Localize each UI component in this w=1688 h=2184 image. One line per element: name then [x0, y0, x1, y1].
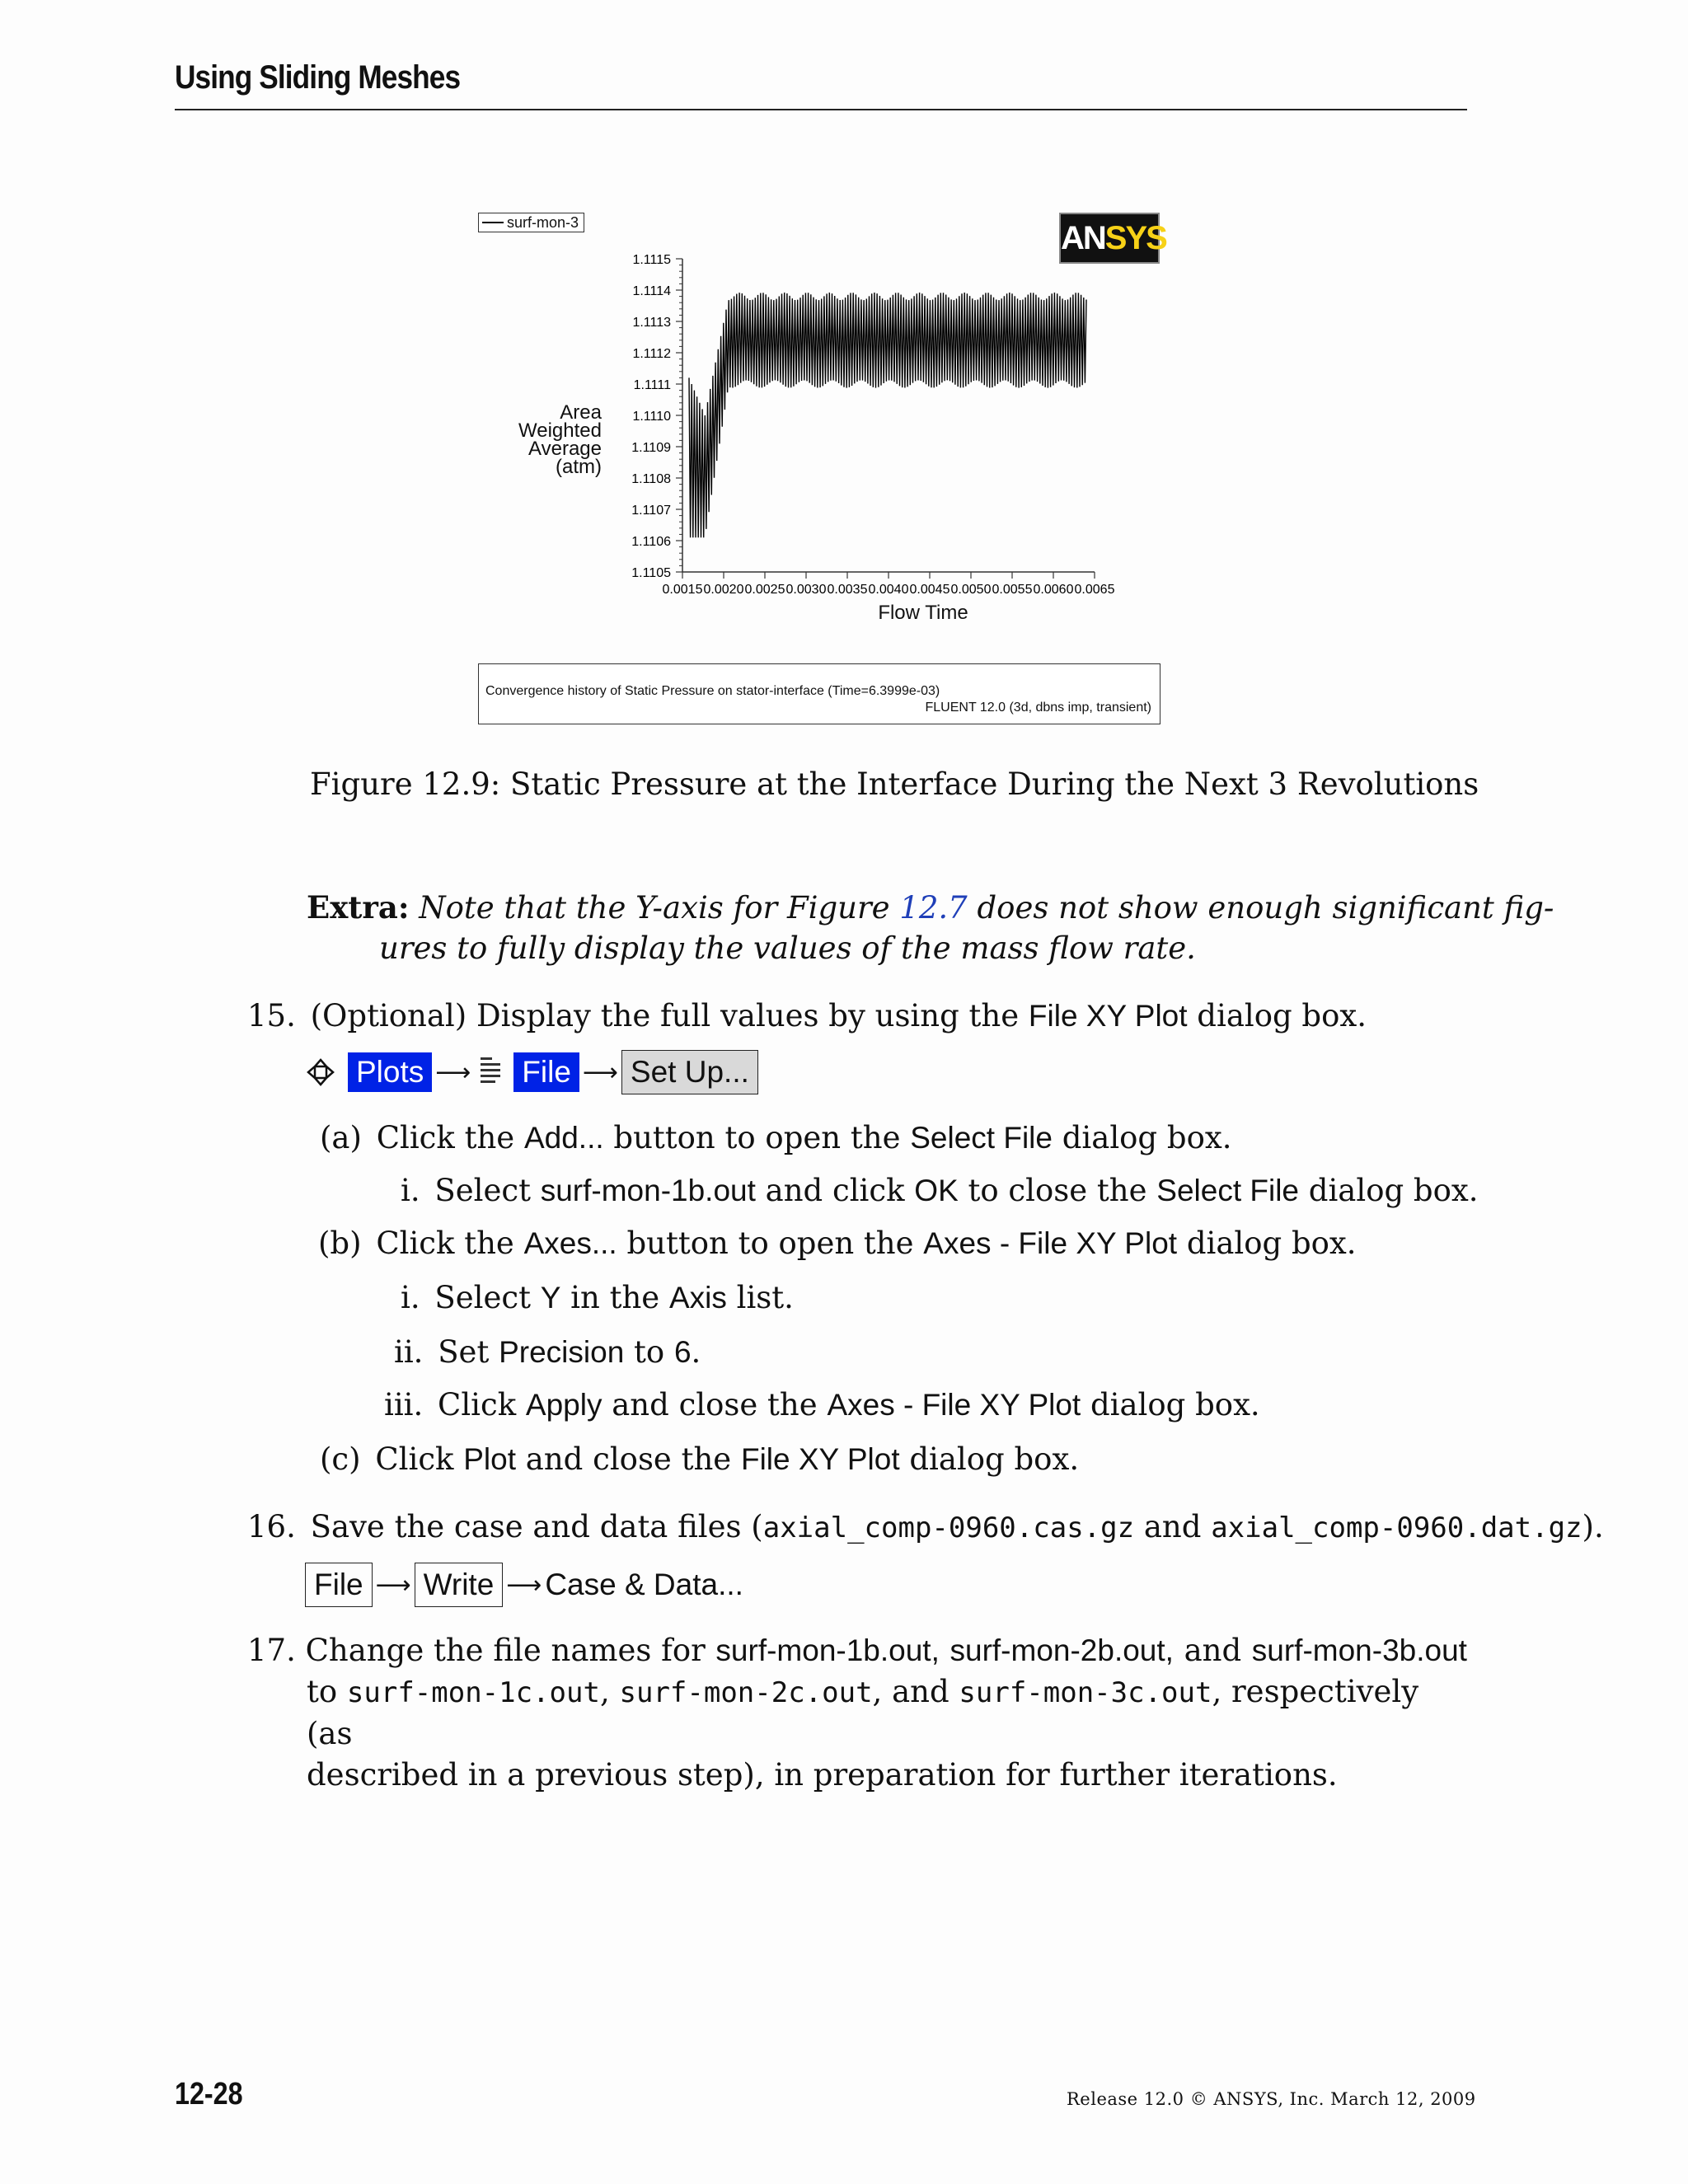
- step-15b: (b) Click the Axes... button to open the Axes - File XY Plot dialog box.: [318, 1226, 1357, 1261]
- step-17: 17. Change the file names for surf-mon-1b.out, surf-mon-2b.out, and surf-mon-3b.out to surf-mon-1c.out, surf-mon-2c.out, and surf-mon-3c.out, respectively (as described in a previous step), in preparation for further iterations.: [247, 1633, 1467, 1793]
- step-15c: (c) Click Plot and close the File XY Plot dialog box.: [320, 1441, 1080, 1477]
- y-tick-label: 1.1107: [631, 504, 671, 518]
- plot-caption-box: [478, 663, 1160, 724]
- x-tick-label: 0.0020: [703, 583, 744, 597]
- page-number: 12-28: [175, 2077, 243, 2111]
- x-tick-label: 0.0035: [827, 583, 868, 597]
- extra-label: Extra:: [307, 889, 410, 926]
- step-16: 16. Save the case and data files (axial_comp-0960.cas.gz and axial_comp-0960.dat.gz).: [247, 1509, 1604, 1544]
- x-tick-label: 0.0015: [662, 583, 703, 597]
- y-axis-label: Area Weighted Average (atm): [518, 401, 602, 478]
- series-surf-mon-3-line: [689, 293, 1086, 537]
- y-tick-label: 1.1114: [632, 284, 671, 298]
- plot-caption-line-1: Convergence history of Static Pressure on stator-interface (Time=6.3999e-03): [485, 684, 940, 698]
- menu-arrow: ⟶: [435, 1057, 471, 1087]
- menu-arrow: ⟶: [506, 1570, 542, 1600]
- step-15: 15. (Optional) Display the full values by using the File XY Plot dialog box.: [247, 998, 1367, 1033]
- header-rule: [175, 109, 1467, 110]
- x-tick-label: 0.0055: [992, 583, 1033, 597]
- step-16-menu-path: [305, 1563, 743, 1607]
- release-info: Release 12.0 © ANSYS, Inc. March 12, 2009: [1067, 2089, 1476, 2109]
- chart-plot-area: [478, 206, 1162, 602]
- y-tick-label: 1.1111: [633, 378, 671, 392]
- y-tick-label: 1.1110: [632, 410, 671, 424]
- step-15b-iii: iii. Click Apply and close the Axes - File XY Plot dialog box.: [384, 1387, 1260, 1422]
- step-15a-i: i. Select surf-mon-1b.out and click OK to close the Select File dialog box.: [401, 1173, 1479, 1208]
- x-axis-label: Flow Time: [878, 602, 968, 624]
- menu-case-data[interactable]: Case & Data...: [545, 1568, 743, 1601]
- file-list-icon: [479, 1056, 504, 1089]
- menu-file-2[interactable]: File: [305, 1563, 373, 1607]
- extra-note-line-2: ures to fully display the values of the mass flow rate.: [379, 930, 1196, 966]
- x-tick-label: 0.0065: [1074, 583, 1115, 597]
- y-tick-label: 1.1105: [631, 566, 671, 580]
- y-tick-label: 1.1106: [631, 535, 671, 549]
- step-15a: (a) Click the Add... button to open the Select File dialog box.: [320, 1120, 1232, 1155]
- legend-entry: surf-mon-3: [507, 214, 579, 231]
- y-tick-label: 1.1112: [632, 347, 671, 361]
- plot-caption-line-2: FLUENT 12.0 (3d, dbns imp, transient): [925, 701, 1151, 715]
- menu-arrow: ⟶: [582, 1057, 618, 1087]
- menu-file[interactable]: File: [513, 1052, 579, 1092]
- y-tick-label: 1.1115: [632, 253, 671, 267]
- x-tick-label: 0.0040: [868, 583, 909, 597]
- x-tick-label: 0.0045: [909, 583, 950, 597]
- y-tick-label: 1.1113: [632, 316, 671, 330]
- extra-note: Extra: Note that the Y-axis for Figure 12.7 does not show enough significant fig-: [307, 889, 1554, 926]
- y-tick-label: 1.1109: [631, 441, 671, 455]
- figure-ref-link[interactable]: 12.7: [899, 890, 968, 926]
- x-tick-label: 0.0060: [1033, 583, 1074, 597]
- step-15b-i: i. Select Y in the Axis list.: [401, 1280, 794, 1315]
- x-tick-label: 0.0025: [744, 583, 785, 597]
- x-tick-label: 0.0030: [785, 583, 827, 597]
- menu-plots[interactable]: Plots: [348, 1052, 432, 1092]
- y-tick-label: 1.1108: [631, 472, 671, 486]
- set-up-button[interactable]: Set Up...: [621, 1050, 758, 1094]
- chart-figure: [478, 206, 1166, 635]
- menu-write[interactable]: Write: [415, 1563, 504, 1607]
- step-15b-ii: ii. Set Precision to 6.: [394, 1334, 701, 1370]
- ansys-logo: ANSYS: [1059, 213, 1160, 264]
- step-15-menu-path: [307, 1050, 758, 1094]
- x-tick-label: 0.0050: [950, 583, 992, 597]
- plots-ribbon-icon: [307, 1058, 335, 1086]
- menu-arrow: ⟶: [375, 1570, 411, 1600]
- running-header: Using Sliding Meshes: [175, 59, 461, 96]
- figure-caption: Figure 12.9: Static Pressure at the Interface During the Next 3 Revolutions: [310, 766, 1479, 802]
